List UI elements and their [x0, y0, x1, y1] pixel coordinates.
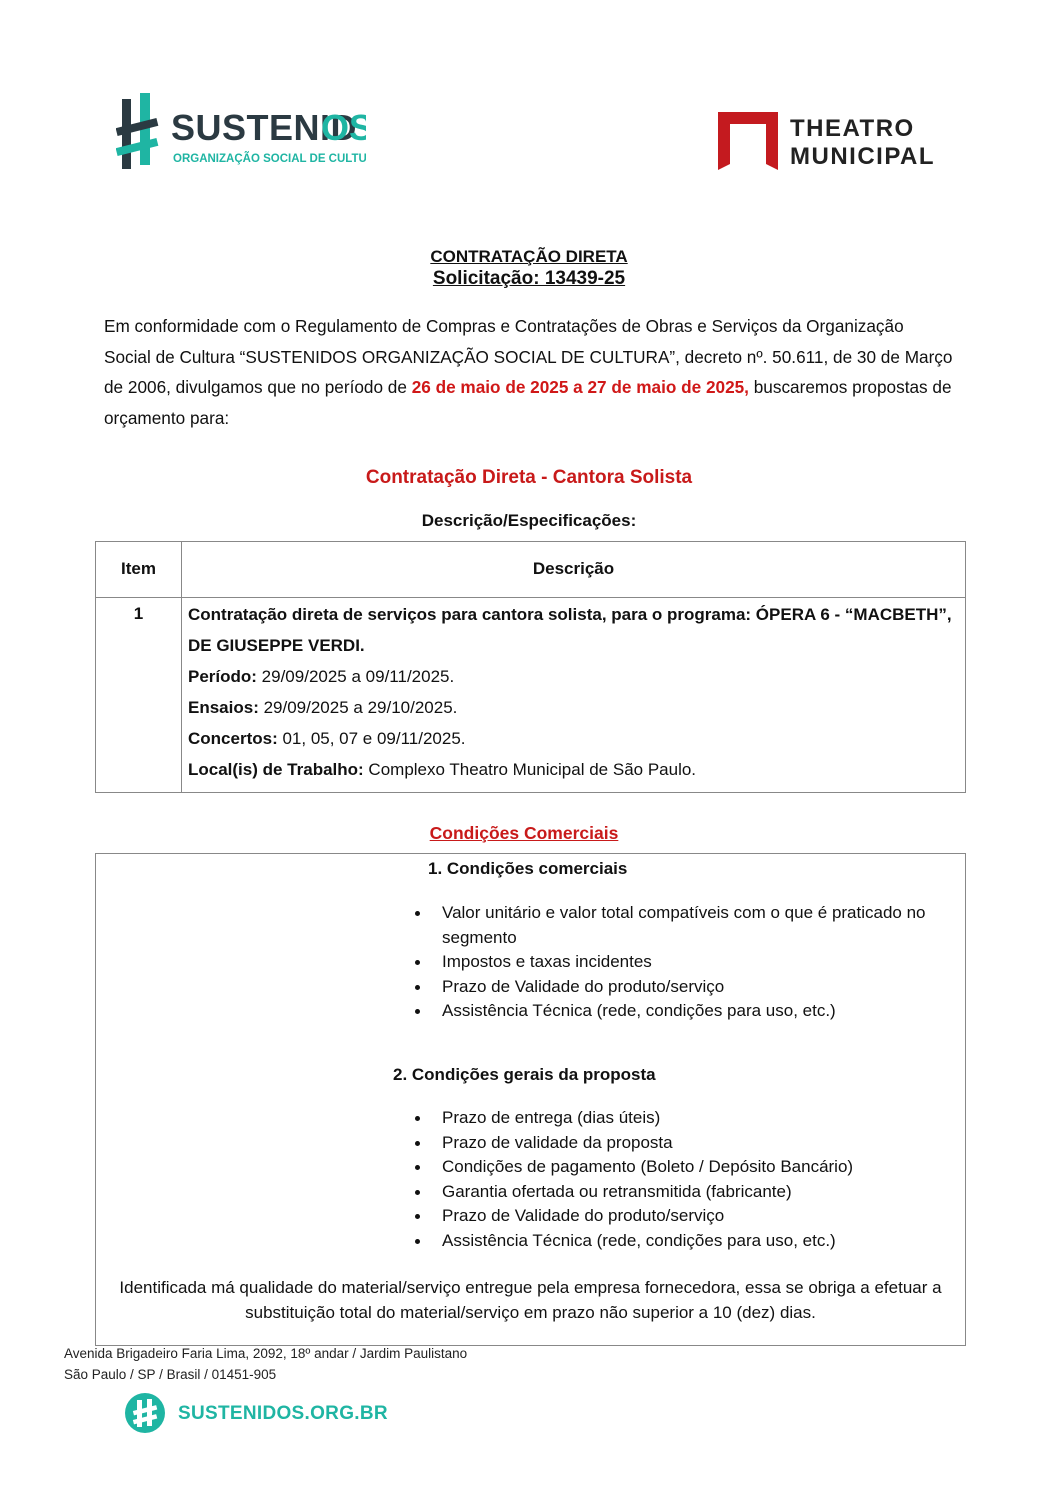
intro-text-before: Em conformidade com o Regulamento de Compras e Contratações de Obras e Serviços da Organização Social de Cultura “SUSTENIDOS ORGANIZAÇÃO SOCIAL DE CULTURA”, decreto nº. 50.611, de 30 de Março de 2006, divulgamos que no período de [104, 316, 953, 397]
contract-subtitle: Contratação Direta - Cantora Solista [365, 467, 693, 488]
list-item: Impostos e taxas incidentes [412, 950, 942, 975]
list-item: Prazo de validade da proposta [412, 1131, 942, 1156]
table-column-divider [181, 542, 182, 792]
item-table [95, 541, 966, 793]
footer-site-text[interactable]: SUSTENIDOS.ORG.BR [178, 1403, 388, 1424]
table-row-divider [96, 597, 965, 598]
intro-text-after: buscaremos propostas de orçamento para: [104, 377, 952, 428]
sustenidos-logo-graphic [116, 93, 366, 171]
svg-text:MUNICIPAL: MUNICIPAL [790, 143, 936, 170]
spec-title: Descrição/Especificações: [421, 511, 637, 530]
list-item: Prazo de Validade do produto/serviço [412, 1204, 942, 1229]
list-item: Prazo de Validade do produto/serviço [412, 975, 942, 1000]
theatro-municipal-logo [716, 108, 956, 174]
footer-site-logo[interactable] [124, 1392, 388, 1436]
description-ensaios: Ensaios: 29/09/2025 a 29/10/2025. [188, 698, 458, 717]
conditions-title: Condições Comerciais [429, 823, 619, 843]
section2-list [412, 1106, 942, 1253]
description-periodo: Período: 29/09/2025 a 09/11/2025. [188, 667, 455, 686]
section1-heading: 1. Condições comerciais [428, 859, 628, 878]
document-title: CONTRATAÇÃO DIRETA [430, 247, 628, 266]
table-cell-description [188, 599, 955, 785]
closing-note: Identificada má qualidade do material/serviço entregue pela empresa fornecedora, essa se obriga a efetuar a substituição total do material/serviço em prazo não superior a 10 (dez) dias. [119, 1278, 942, 1322]
svg-text:THEATRO: THEATRO [790, 115, 915, 142]
list-item: Garantia ofertada ou retransmitida (fabricante) [412, 1180, 942, 1205]
footer-address [64, 1343, 467, 1385]
sustenidos-logo [116, 93, 366, 171]
list-item: Assistência Técnica (rede, condições para uso, etc.) [412, 1229, 942, 1254]
intro-paragraph [104, 311, 954, 433]
theatro-municipal-logo-graphic [716, 108, 956, 174]
description-concertos: Concertos: 01, 05, 07 e 09/11/2025. [188, 729, 466, 748]
intro-period: 26 de maio de 2025 a 27 de maio de 2025, [411, 377, 749, 397]
table-header-item: Item [121, 559, 156, 578]
request-number: Solicitação: 13439-25 [432, 268, 626, 289]
address-line-2: São Paulo / SP / Brasil / 01451-905 [64, 1367, 277, 1382]
address-line-1: Avenida Brigadeiro Faria Lima, 2092, 18º andar / Jardim Paulistano [64, 1346, 468, 1361]
list-item: Condições de pagamento (Boleto / Depósito Bancário) [412, 1155, 942, 1180]
svg-text:OS: OS [321, 107, 366, 148]
description-main: Contratação direta de serviços para cantora solista, para o programa: ÓPERA 6 - “MACBETH”, DE GIUSEPPE VERDI. [188, 605, 952, 655]
svg-text:ORGANIZAÇÃO SOCIAL DE CULTURA: ORGANIZAÇÃO SOCIAL DE CULTURA [173, 153, 366, 165]
conditions-box [95, 853, 966, 1346]
list-item: Assistência Técnica (rede, condições para uso, etc.) [412, 999, 942, 1024]
section2-heading: 2. Condições gerais da proposta [393, 1065, 656, 1084]
table-header-description: Descrição [532, 559, 615, 578]
list-item: Valor unitário e valor total compatíveis com o que é praticado no segmento [412, 901, 942, 950]
table-cell-item-number: 1 [133, 604, 144, 623]
list-item: Prazo de entrega (dias úteis) [412, 1106, 942, 1131]
section1-list [412, 901, 942, 1024]
description-local: Local(is) de Trabalho: Complexo Theatro Municipal de São Paulo. [188, 760, 697, 779]
svg-text:SUSTENID: SUSTENID [171, 107, 358, 148]
